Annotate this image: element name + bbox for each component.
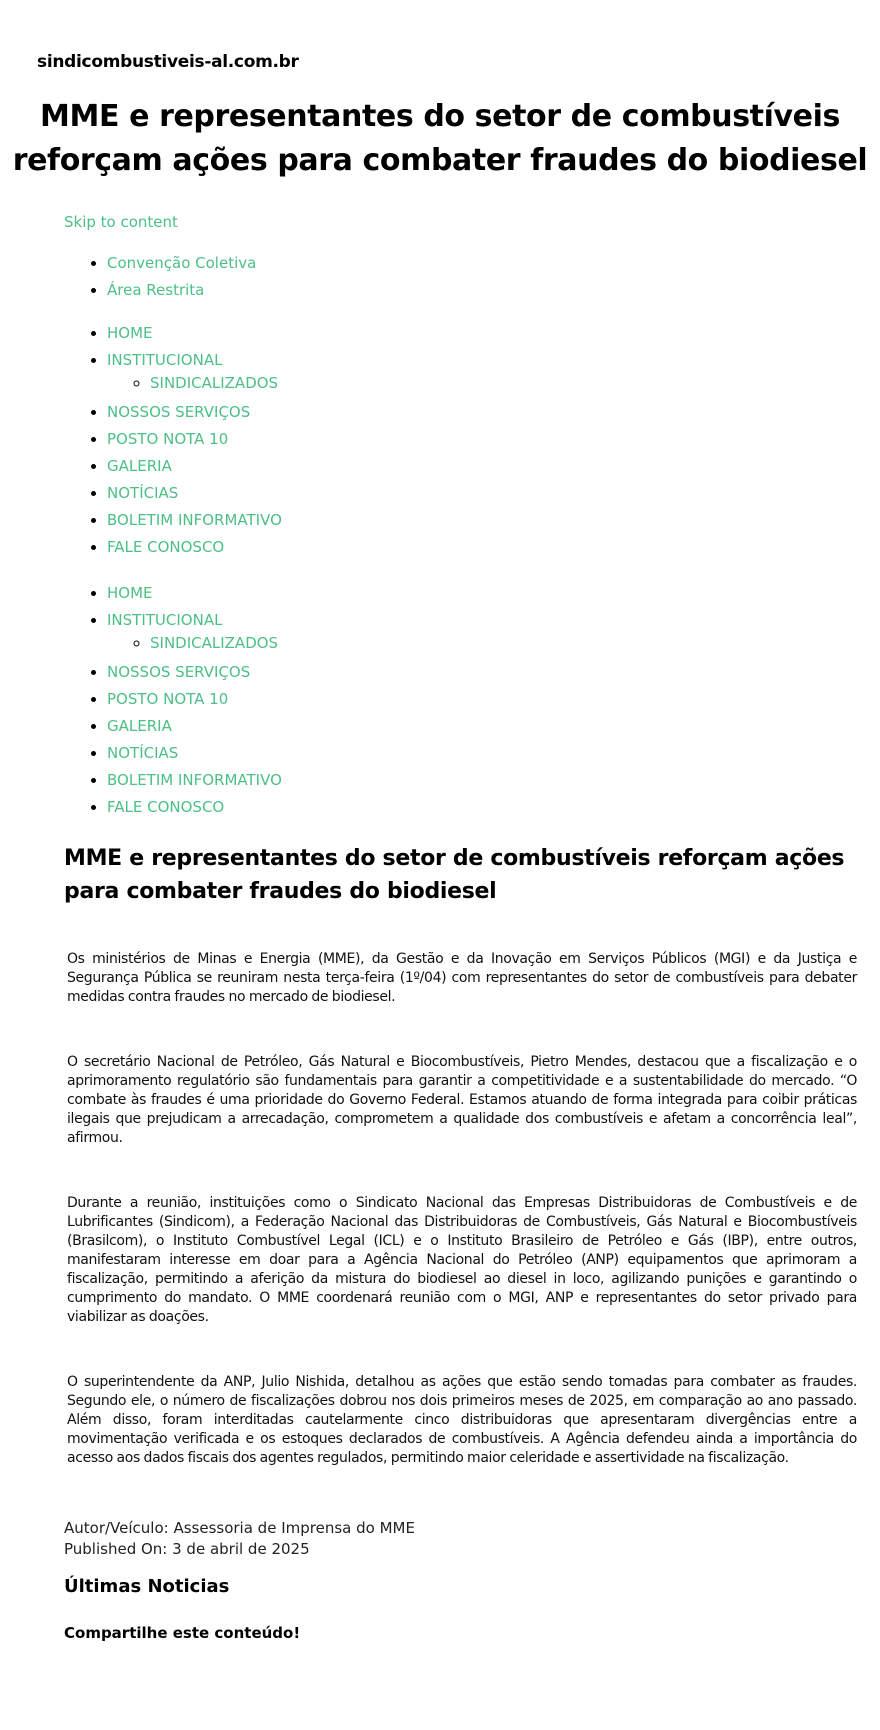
post-author: Autor/Veículo: Assessoria de Imprensa do MME (64, 1519, 415, 1537)
primary-menu (64, 320, 282, 561)
top-menu-item (107, 277, 256, 304)
post-title: MME e representantes do setor de combustíveis reforçam ações para combater fraudes do biodiesel (64, 846, 845, 904)
primary-menu-posto[interactable]: POSTO NOTA 10 (107, 430, 229, 448)
primary-submenu-item (150, 371, 282, 395)
top-menu-link-convencao[interactable]: Convenção Coletiva (107, 254, 257, 272)
top-menu-item (107, 250, 256, 277)
top-menu (64, 250, 256, 304)
mobile-menu-posto[interactable]: POSTO NOTA 10 (107, 690, 229, 708)
primary-menu-sindicalizados[interactable]: SINDICALIZADOS (150, 374, 279, 392)
primary-menu-item (107, 534, 282, 561)
mobile-menu-fale[interactable]: FALE CONOSCO (107, 798, 225, 816)
mobile-menu-item (107, 659, 282, 686)
primary-menu-item (107, 399, 282, 426)
mobile-menu-boletim[interactable]: BOLETIM INFORMATIVO (107, 771, 282, 789)
article-body (67, 950, 857, 1468)
primary-menu-fale[interactable]: FALE CONOSCO (107, 538, 225, 556)
primary-menu-item (107, 347, 282, 395)
mobile-submenu (107, 631, 282, 655)
mobile-menu-item (107, 607, 282, 655)
primary-menu-institucional[interactable]: INSTITUCIONAL (107, 351, 223, 369)
primary-menu-item (107, 320, 282, 347)
mobile-menu-institucional[interactable]: INSTITUCIONAL (107, 611, 223, 629)
primary-menu-item (107, 507, 282, 534)
primary-submenu (107, 371, 282, 395)
mobile-menu-item (107, 740, 282, 767)
article-paragraph: O superintendente da ANP, Julio Nishida, detalhou as ações que estão sendo tomadas para combater as fraudes. Segundo ele, o número de fiscalizações dobrou nos dois primeiros meses de 2025, em comparação ao ano passado. Além disso, foram interditadas cautelarmente cinco distribuidoras que apresentaram divergências entre a movimentação verificada e os estoques declarados de combustíveis. A Agência defendeu ainda a importância do acesso aos dados fiscais dos agentes regulados, permitindo maior celeridade e assertividade na fiscalização. (67, 1374, 857, 1466)
mobile-menu-item (107, 794, 282, 821)
article-paragraph: Os ministérios de Minas e Energia (MME), da Gestão e da Inovação em Serviços Públicos (MGI) e da Justiça e Segurança Pública se reuniram nesta terça-feira (1º/04) com representantes do setor de combustíveis para debater medidas contra fraudes no mercado de biodiesel. (67, 951, 857, 1005)
mobile-menu-noticias[interactable]: NOTÍCIAS (107, 744, 179, 762)
primary-menu-item (107, 426, 282, 453)
latest-news-heading: Últimas Noticias (64, 1576, 230, 1597)
post-published-date: Published On: 3 de abril de 2025 (64, 1540, 310, 1558)
mobile-submenu-item (150, 631, 282, 655)
mobile-menu-servicos[interactable]: NOSSOS SERVIÇOS (107, 663, 251, 681)
primary-menu-galeria[interactable]: GALERIA (107, 457, 172, 475)
primary-menu-item (107, 480, 282, 507)
share-heading: Compartilhe este conteúdo! (64, 1624, 301, 1642)
mobile-menu-item (107, 580, 282, 607)
site-name[interactable]: sindicombustiveis-al.com.br (37, 52, 299, 72)
primary-menu-noticias[interactable]: NOTÍCIAS (107, 484, 179, 502)
mobile-menu-item (107, 767, 282, 794)
primary-menu-servicos[interactable]: NOSSOS SERVIÇOS (107, 403, 251, 421)
mobile-menu-item (107, 686, 282, 713)
mobile-menu-galeria[interactable]: GALERIA (107, 717, 172, 735)
mobile-menu-sindicalizados[interactable]: SINDICALIZADOS (150, 634, 279, 652)
top-menu-link-area-restrita[interactable]: Área Restrita (107, 281, 205, 299)
article-paragraph: O secretário Nacional de Petróleo, Gás Natural e Biocombustíveis, Pietro Mendes, destacou que a fiscalização e o aprimoramento regulatório são fundamentais para garantir a competitividade e a sustentabilidade do mercado. “O combate às fraudes é uma prioridade do Governo Federal. Estamos atuando de forma integrada para coibir práticas ilegais que prejudicam a arrecadação, comprometem a qualidade dos combustíveis e afetam a concorrência leal”, afirmou. (67, 1054, 857, 1146)
skip-to-content-link[interactable]: Skip to content (64, 213, 178, 231)
mobile-menu-item (107, 713, 282, 740)
primary-menu-home[interactable]: HOME (107, 324, 153, 342)
site-title: MME e representantes do setor de combustíveis reforçam ações para combater fraudes do biodiesel (12, 99, 868, 178)
mobile-menu (64, 580, 282, 821)
primary-menu-item (107, 453, 282, 480)
article-paragraph: Durante a reunião, instituições como o Sindicato Nacional das Empresas Distribuidoras de Combustíveis e de Lubrificantes (Sindicom), a Federação Nacional das Distribuidoras de Combustíveis, Gás Natural e Biocombustíveis (Brasilcom), o Instituto Combustível Legal (ICL) e o Instituto Brasileiro de Petróleo e Gás (IBP), entre outros, manifestaram interesse em doar para a Agência Nacional do Petróleo (ANP) equipamentos que aprimoram a fiscalização, permitindo a aferição da mistura do biodiesel ao diesel in loco, agilizando punições e garantindo o cumprimento do mandato. O MME coordenará reunião com o MGI, ANP e representantes do setor privado para viabilizar as doações. (67, 1195, 857, 1325)
primary-menu-boletim[interactable]: BOLETIM INFORMATIVO (107, 511, 282, 529)
mobile-menu-home[interactable]: HOME (107, 584, 153, 602)
post-meta (64, 1518, 415, 1560)
